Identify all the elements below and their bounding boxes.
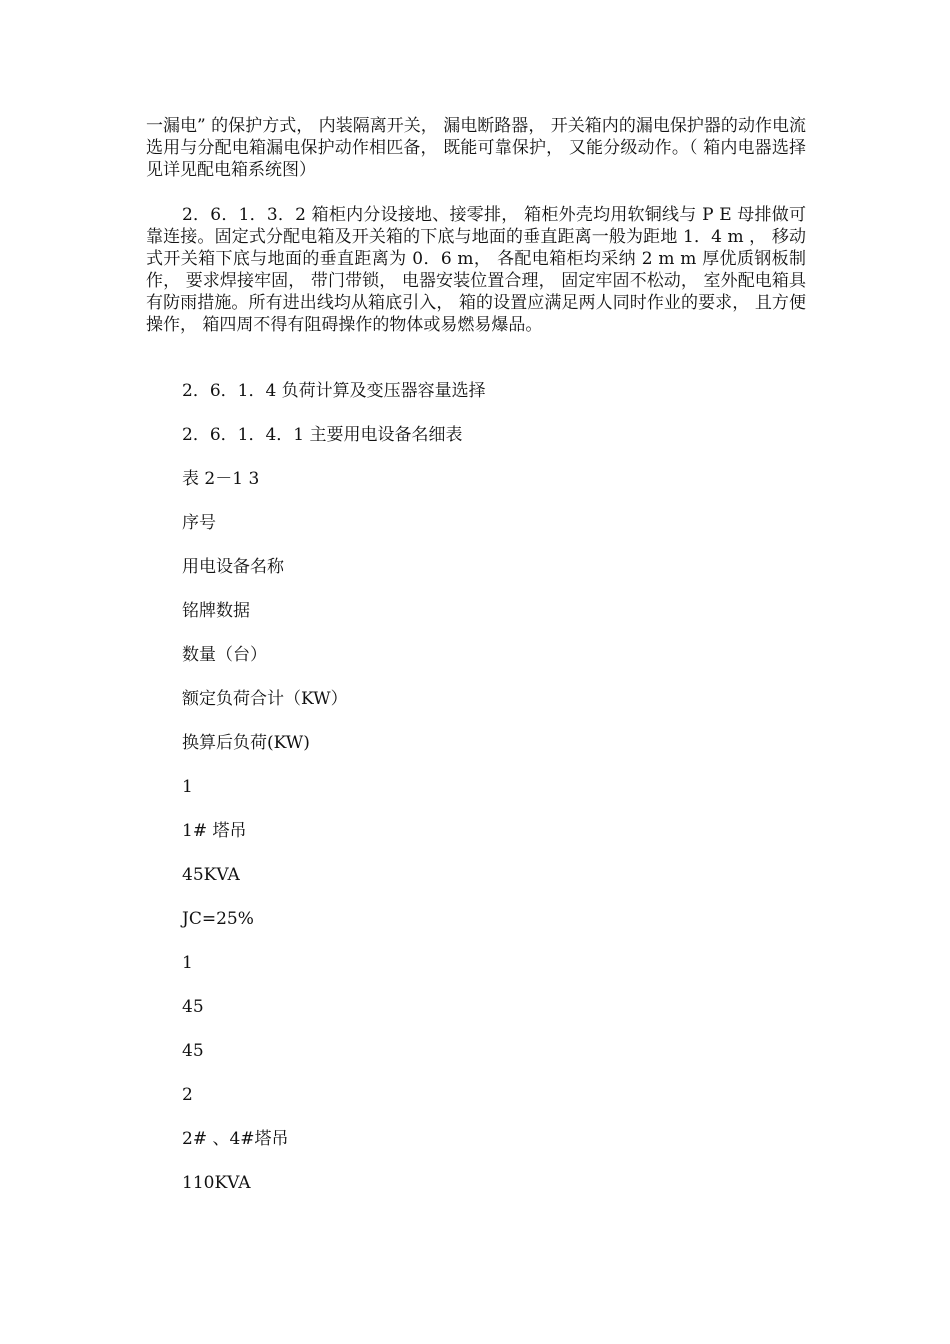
table-header-cell: 数量（台） [182, 645, 267, 665]
table-cell: 1# 塔吊 [182, 821, 247, 841]
table-cell: 1 [182, 777, 193, 797]
paragraph-grounding: 2．6．1．3．2 箱柜内分设接地、接零排， 箱柜外壳均用软铜线与 P E 母排做可靠连接。固定式分配电箱及开关箱的下底与地面的垂直距离一般为距地 1．4 m ， 移动式开关箱下底与地面的垂直距离为 0．6 m， 各配电箱柜均采纳 2 m m 厚优质钢板制作， 要求焊接牢固， 带门带锁， 电器安装位置合理， 固定牢固不松动， 室外配电箱具有防雨措施。所有进出线均从箱底引入， 箱的设置应满足两人同时作业的要求， 且方便操作， 箱四周不得有阻碍操作的物体或易燃易爆品。 [146, 205, 806, 335]
table-header-cell: 铭牌数据 [182, 601, 250, 621]
table-cell: 45 [182, 1041, 204, 1061]
table-cell: 45 [182, 997, 204, 1017]
table-cell: 2 [182, 1085, 193, 1105]
section-heading-equipment-list: 2．6．1．4．1 主要用电设备名细表 [182, 425, 463, 445]
table-cell: 45KVA [182, 865, 240, 885]
section-heading-load-calculation: 2．6．1．4 负荷计算及变压器容量选择 [182, 381, 486, 401]
table-header-cell: 用电设备名称 [182, 557, 284, 577]
table-header-cell: 序号 [182, 513, 216, 533]
table-cell: JC=25% [182, 909, 254, 929]
paragraph-leakage-protection: 一漏电” 的保护方式， 内装隔离开关， 漏电断路器， 开关箱内的漏电保护器的动作电流选用与分配电箱漏电保护动作相匹备， 既能可靠保护， 又能分级动作。（ 箱内电器选择见详见配电箱系统图） [146, 116, 806, 180]
table-cell: 1 [182, 953, 193, 973]
table-header-cell: 换算后负荷(KW) [182, 733, 310, 753]
table-cell: 110KVA [182, 1173, 251, 1193]
table-caption: 表 2－1 3 [182, 469, 260, 489]
table-header-cell: 额定负荷合计（KW） [182, 689, 348, 709]
table-cell: 2# 、4#塔吊 [182, 1129, 289, 1149]
